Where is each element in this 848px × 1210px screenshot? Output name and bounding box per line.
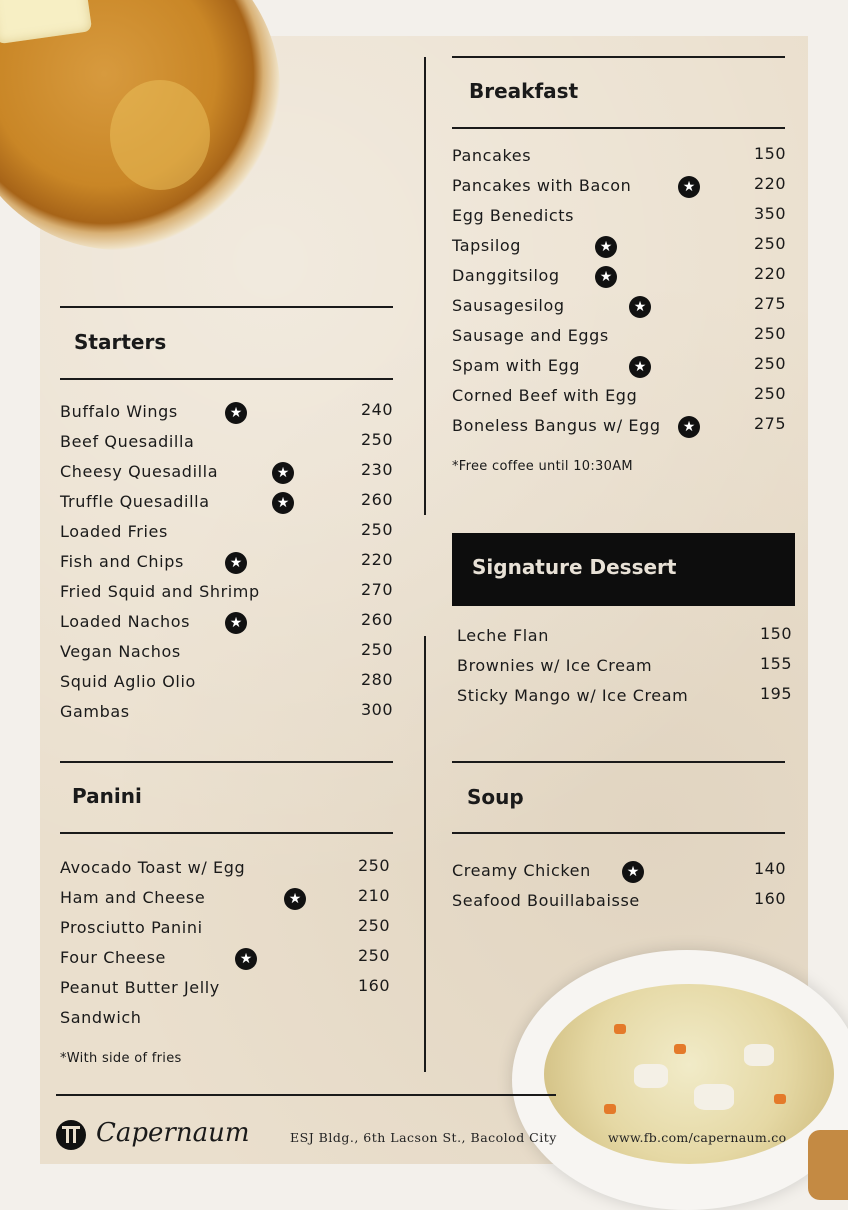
- panini-rule-bottom: [60, 832, 393, 834]
- menu-item-price: 275: [753, 294, 786, 313]
- menu-item-name: Four Cheese: [60, 948, 167, 967]
- menu-item-price: 160: [357, 976, 390, 995]
- butter-pat: [0, 0, 92, 44]
- menu-item-price: 250: [753, 354, 786, 373]
- menu-item-price: 280: [360, 670, 393, 689]
- menu-item-name: Prosciutto Panini: [60, 918, 203, 937]
- menu-item-price: 220: [753, 174, 786, 193]
- star-icon: ★: [225, 552, 247, 574]
- carrot-piece: [674, 1044, 686, 1054]
- column-divider-top: [424, 57, 426, 515]
- menu-item-price: 250: [753, 234, 786, 253]
- menu-item-price: 250: [360, 520, 393, 539]
- star-icon: ★: [629, 296, 651, 318]
- star-icon: ★: [225, 612, 247, 634]
- menu-item-name: Ham and Cheese: [60, 888, 206, 907]
- menu-item-name: Squid Aglio Olio: [60, 672, 196, 691]
- chicken-chunk: [694, 1084, 734, 1110]
- chicken-chunk: [744, 1044, 774, 1066]
- carrot-piece: [604, 1104, 616, 1114]
- menu-item-price: 230: [360, 460, 393, 479]
- bread-slice: [808, 1130, 848, 1200]
- breakfast-title: Breakfast: [469, 79, 579, 103]
- dessert-title: Signature Dessert: [472, 555, 677, 579]
- menu-item-price: 240: [360, 400, 393, 419]
- menu-item-price: 155: [759, 654, 792, 673]
- menu-item-name: Loaded Nachos: [60, 612, 191, 631]
- star-icon: ★: [622, 861, 644, 883]
- menu-item-price: 150: [759, 624, 792, 643]
- menu-item-price: 250: [357, 916, 390, 935]
- menu-item-price: 260: [360, 610, 393, 629]
- menu-item-name: Sticky Mango w/ Ice Cream: [457, 686, 689, 705]
- soup-bowl-photo: [512, 950, 848, 1210]
- menu-item-price: 250: [753, 324, 786, 343]
- footer-facebook[interactable]: www.fb.com/capernaum.co: [608, 1130, 787, 1145]
- chicken-chunk: [634, 1064, 668, 1088]
- breakfast-note: *Free coffee until 10:30AM: [452, 459, 633, 474]
- menu-item-name: Pancakes with Bacon: [452, 176, 632, 195]
- brand-name: Capernaum: [96, 1118, 250, 1148]
- menu-item-price: 150: [753, 144, 786, 163]
- starters-rule-bottom: [60, 378, 393, 380]
- soup-rule-bottom: [452, 832, 785, 834]
- star-icon: ★: [629, 356, 651, 378]
- menu-item-name: Spam with Egg: [452, 356, 581, 375]
- panini-rule-top: [60, 761, 393, 763]
- menu-item-name: Seafood Bouillabaisse: [452, 891, 640, 910]
- menu-item-name: Beef Quesadilla: [60, 432, 195, 451]
- menu-item-name: Peanut Butter Jelly: [60, 978, 220, 997]
- pillar-logo-icon: [56, 1120, 86, 1150]
- menu-item-name: Sausagesilog: [452, 296, 565, 315]
- soup-rule-top: [452, 761, 785, 763]
- menu-item-name: Buffalo Wings: [60, 402, 178, 421]
- menu-item-name: Egg Benedicts: [452, 206, 575, 225]
- menu-item-price: 140: [753, 859, 786, 878]
- menu-item-name: Gambas: [60, 702, 130, 721]
- soup-title: Soup: [467, 785, 524, 809]
- panini-title: Panini: [72, 784, 142, 808]
- starters-title: Starters: [74, 330, 167, 354]
- menu-item-price: 160: [753, 889, 786, 908]
- menu-item-price: 220: [753, 264, 786, 283]
- menu-item-price: 250: [357, 856, 390, 875]
- dessert-header-band: [452, 533, 795, 606]
- carrot-piece: [614, 1024, 626, 1034]
- menu-item-name: Fish and Chips: [60, 552, 184, 571]
- menu-item-name: Fried Squid and Shrimp: [60, 582, 260, 601]
- logo-pillars: [66, 1127, 76, 1143]
- menu-item-price: 350: [753, 204, 786, 223]
- menu-item-name: Sausage and Eggs: [452, 326, 609, 345]
- footer-address: ESJ Bldg., 6th Lacson St., Bacolod City: [290, 1130, 557, 1145]
- menu-item-name: Danggitsilog: [452, 266, 560, 285]
- menu-item-name: Boneless Bangus w/ Egg: [452, 416, 661, 435]
- starters-rule-top: [60, 306, 393, 308]
- menu-item-price: 250: [360, 640, 393, 659]
- star-icon: ★: [225, 402, 247, 424]
- breakfast-rule-top: [452, 56, 785, 58]
- menu-item-price: 220: [360, 550, 393, 569]
- menu-item-name: Pancakes: [452, 146, 532, 165]
- panini-note: *With side of fries: [60, 1051, 182, 1066]
- footer-rule: [56, 1094, 556, 1096]
- star-icon: ★: [678, 176, 700, 198]
- menu-item-price: 270: [360, 580, 393, 599]
- menu-item-name: Vegan Nachos: [60, 642, 181, 661]
- menu-item-price: 210: [357, 886, 390, 905]
- menu-item-name: Loaded Fries: [60, 522, 168, 541]
- star-icon: ★: [595, 236, 617, 258]
- star-icon: ★: [678, 416, 700, 438]
- menu-item-price: 250: [753, 384, 786, 403]
- menu-item-price: 250: [357, 946, 390, 965]
- column-divider-bottom: [424, 636, 426, 1072]
- menu-item-price: 260: [360, 490, 393, 509]
- menu-item-name: Leche Flan: [457, 626, 549, 645]
- syrup-glaze: [110, 80, 210, 190]
- carrot-piece: [774, 1094, 786, 1104]
- star-icon: ★: [284, 888, 306, 910]
- menu-item-price: 250: [360, 430, 393, 449]
- breakfast-rule-bottom: [452, 127, 785, 129]
- menu-item-price: 300: [360, 700, 393, 719]
- star-icon: ★: [272, 492, 294, 514]
- star-icon: ★: [272, 462, 294, 484]
- menu-item-name: Sandwich: [60, 1008, 142, 1027]
- menu-item-name: Brownies w/ Ice Cream: [457, 656, 653, 675]
- star-icon: ★: [235, 948, 257, 970]
- menu-item-price: 195: [759, 684, 792, 703]
- menu-item-name: Corned Beef with Egg: [452, 386, 638, 405]
- menu-item-name: Creamy Chicken: [452, 861, 591, 880]
- star-icon: ★: [595, 266, 617, 288]
- menu-item-name: Cheesy Quesadilla: [60, 462, 219, 481]
- menu-item-name: Tapsilog: [452, 236, 522, 255]
- menu-item-price: 275: [753, 414, 786, 433]
- menu-item-name: Truffle Quesadilla: [60, 492, 210, 511]
- menu-item-name: Avocado Toast w/ Egg: [60, 858, 246, 877]
